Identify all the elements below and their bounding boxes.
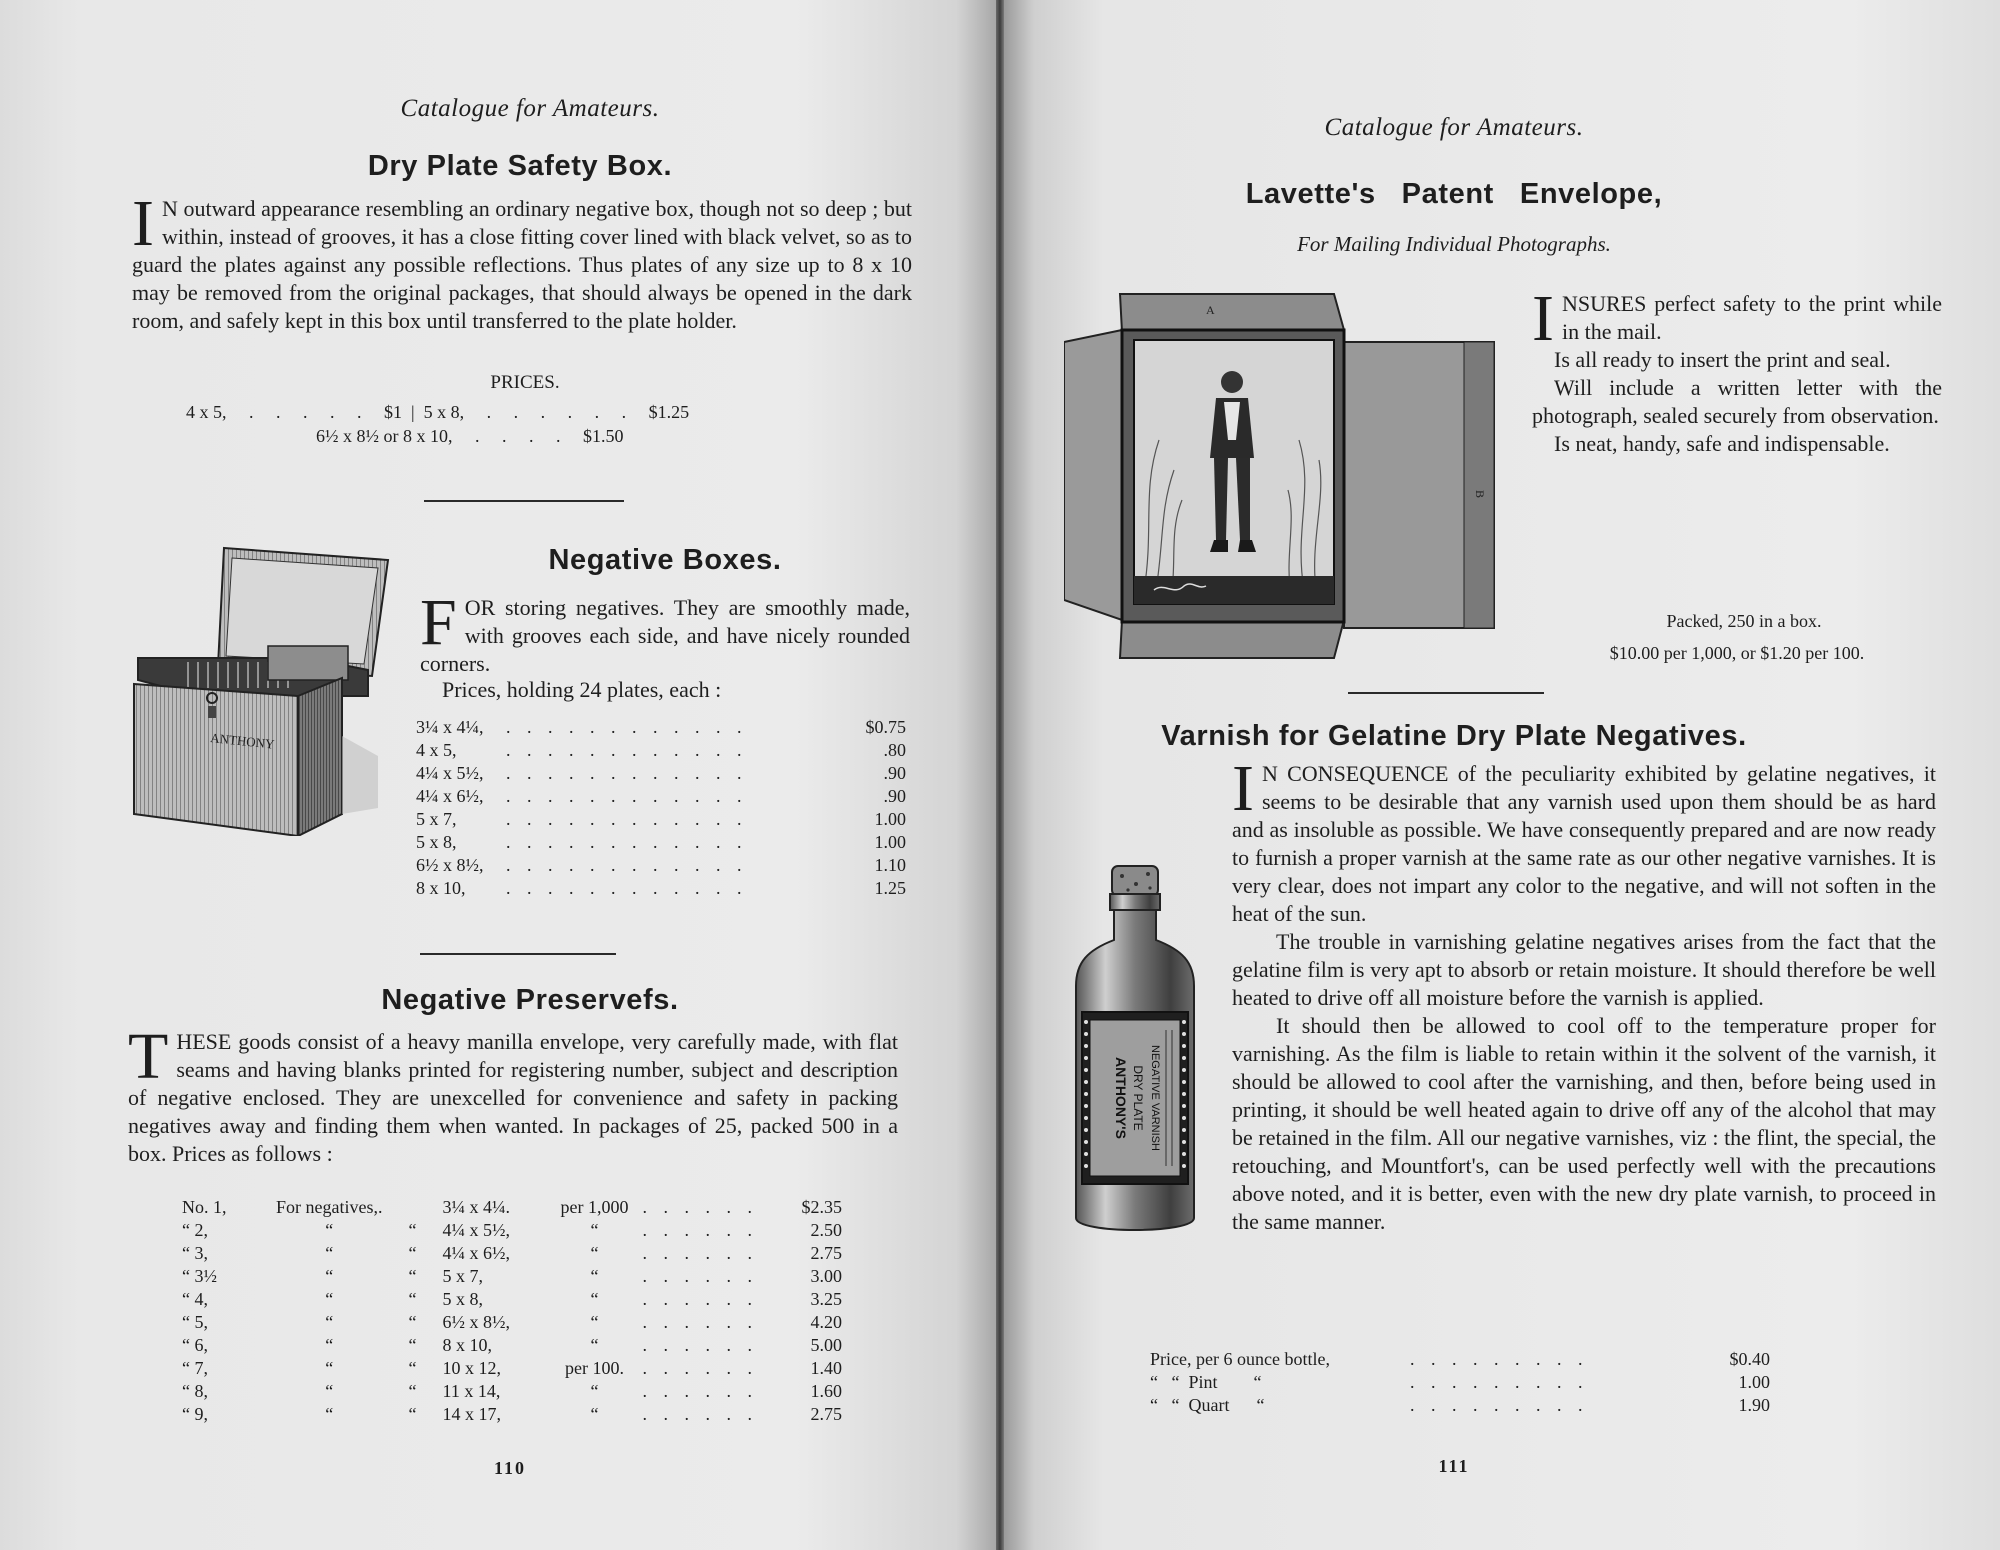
per-cell: “ [590,1381,599,1401]
price-row [1150,1394,1770,1417]
packed-note: Packed, 250 in a box. [1666,611,1822,631]
size-cell: 3¼ x 4¼. [442,1197,510,1217]
dot-leader: . . . . . . . . . . . . [506,855,748,875]
drop-cap: I [132,187,154,260]
price-cell: 1.25 [874,878,906,898]
dot-leader: . . . . . . [642,1335,758,1355]
varnish-price-table [1150,1348,1770,1417]
price-row [416,831,906,854]
per-cell: “ [590,1289,599,1309]
paragraph: NSURES perfect safety to the print while in the mail. [1561,291,1942,344]
number-cell: “ 7, [182,1358,208,1378]
price-row [182,1311,842,1334]
left-page [0,0,996,1550]
ditto-cell: “ [325,1289,334,1309]
dot-leader: . . . . . . [642,1220,758,1240]
dot-leader: . . . . . . . . . [1410,1372,1589,1392]
number-cell: “ 3, [182,1243,208,1263]
ditto-cell: “ [325,1266,334,1286]
size-cell: 4¼ x 6½, [442,1243,510,1263]
paragraph: N outward appearance resembling an ordinary negative box, though not so deep ; but within, instead of grooves, it has a close fitting cover lined with black velvet, so as to guard the plates against any possible reflections. Thus plates of any size up to 8 x 10 may be removed from the original packages, that should always be opened in the dark room, and safely kept in this box until transferred to the plate holder. [132,196,912,333]
size-cell: 5 x 7, [416,809,457,829]
envelope-heading: Lavette's Patent Envelope, [1245,178,1663,210]
price-row [416,762,906,785]
ditto-cell: “ [408,1266,417,1286]
section-divider [1348,692,1544,694]
prices-intro: Prices, holding 24 plates, each : [442,677,722,702]
dot-leader: . . . . . . . . . . . . [506,878,748,898]
per-cell: “ [590,1266,599,1286]
ditto-cell: For negatives,. [276,1197,383,1217]
dot-leader: . . . . . . [642,1358,758,1378]
ditto-cell: “ [408,1220,417,1240]
varnish-heading: Varnish for Gelatine Dry Plate Negatives. [1161,720,1747,752]
price-cell: 4.20 [810,1312,842,1332]
label-cell: “ “ Quart “ [1150,1395,1265,1415]
ditto-cell [382,1196,442,1219]
drop-cap: I [1532,282,1554,355]
price-line: 4 x 5, . . . . . $1 | 5 x 8, . . . . . . $1.25 [186,402,690,422]
price-row [416,877,906,900]
per-cell: “ [590,1243,599,1263]
price-row [182,1403,842,1426]
ditto-cell: “ [408,1312,417,1332]
negative-box-illustration [128,546,396,836]
label-cell: “ “ Pint “ [1150,1372,1262,1392]
size-cell: 4 x 5, [416,740,457,760]
paragraph: Is all ready to insert the print and seal. [1554,347,1891,372]
ditto-cell: “ [408,1335,417,1355]
dot-leader: . . . . . . . . . . . . [506,832,748,852]
price-row [182,1380,842,1403]
dot-leader: . . . . . . . . . . . . [506,763,748,783]
book-gutter [996,0,1004,1550]
price-cell: .80 [883,740,906,760]
per-cell: “ [590,1312,599,1332]
section-divider [420,953,616,955]
running-head: Catalogue for Amateurs. [400,95,660,122]
negative-boxes-heading: Negative Boxes. [548,544,782,576]
price-row [416,739,906,762]
dry-plate-description [132,187,912,335]
drop-cap: I [1232,752,1254,825]
envelope-description [1532,282,1942,458]
price-row [182,1196,842,1219]
dot-leader: . . . . . . . . . . . . [506,786,748,806]
dot-leader: . . . . . . . . . . . . [506,809,748,829]
price-cell: 5.00 [810,1335,842,1355]
envelope-subtitle: For Mailing Individual Photographs. [1297,232,1611,256]
number-cell: “ 2, [182,1220,208,1240]
ditto-cell: “ [408,1358,417,1378]
dot-leader: . . . . . . [642,1312,758,1332]
ditto-cell: “ [408,1243,417,1263]
per-cell: “ [590,1404,599,1424]
price-row [1150,1348,1770,1371]
price-cell: 2.75 [810,1404,842,1424]
price-row [182,1265,842,1288]
price-row [182,1219,842,1242]
price-cell: 1.00 [874,832,906,852]
paragraph: Will include a written letter with the photograph, sealed securely from observation. [1532,375,1942,428]
size-cell: 4¼ x 5½, [442,1220,510,1240]
price-cell: 1.90 [1738,1395,1770,1415]
dot-leader: . . . . . . [642,1266,758,1286]
ditto-cell: “ [325,1220,334,1240]
right-page [1004,0,2000,1550]
price-cell: $2.35 [801,1197,842,1217]
paragraph: Is neat, handy, safe and indispensable. [1554,431,1890,456]
box-label: ANTHONY [209,730,276,752]
bottle-label: DRY PLATE [1131,1065,1145,1131]
price-cell: 2.50 [810,1220,842,1240]
per-cell: “ [590,1220,599,1240]
preservers-heading: Negative Preservefs. [381,984,679,1016]
dry-plate-heading: Dry Plate Safety Box. [367,150,673,182]
price-cell: 3.25 [810,1289,842,1309]
label-cell: Price, per 6 ounce bottle, [1150,1349,1330,1369]
per-cell: “ [590,1335,599,1355]
size-cell: 8 x 10, [416,878,466,898]
bottle-label: NEGATIVE VARNISH [1149,1045,1161,1151]
ditto-cell: “ [408,1381,417,1401]
flap-label: B [1473,490,1487,499]
price-row [1150,1371,1770,1394]
dot-leader: . . . . . . . . . [1410,1349,1589,1369]
dot-leader: . . . . . . [642,1197,758,1217]
price-row [416,808,906,831]
bottle-label: ANTHONY'S [1113,1057,1129,1139]
ditto-cell: “ [408,1289,417,1309]
envelope-illustration [1064,290,1504,665]
price-row [182,1288,842,1311]
price-line: 6½ x 8½ or 8 x 10, . . . . $1.50 [316,426,624,446]
dot-leader: . . . . . . . . . . . . [506,717,748,737]
per-cell: per 1,000 [560,1197,629,1217]
price-cell: $0.75 [865,717,906,737]
price-cell: 1.40 [810,1358,842,1378]
size-cell: 6½ x 8½, [442,1312,510,1332]
ditto-cell: “ [325,1312,334,1332]
price-cell: 1.00 [874,809,906,829]
flap-label: A [1206,303,1215,317]
drop-cap: T [128,1020,169,1093]
number-cell: No. 1, [182,1197,227,1217]
section-divider [424,500,624,502]
ditto-cell: “ [325,1335,334,1355]
bottle-float-space [1068,860,1232,1342]
preservers-price-table [182,1196,842,1426]
size-cell: 11 x 14, [442,1381,501,1401]
dot-leader: . . . . . . . . . [1410,1395,1589,1415]
ditto-cell: “ [325,1381,334,1401]
ditto-cell: “ [325,1358,334,1378]
size-cell: 6½ x 8½, [416,855,484,875]
price-row [416,854,906,877]
dot-leader: . . . . . . [642,1404,758,1424]
price-cell: 3.00 [810,1266,842,1286]
number-cell: “ 8, [182,1381,208,1401]
price-row [182,1357,842,1380]
price-cell: 1.10 [874,855,906,875]
dot-leader: . . . . . . [642,1289,758,1309]
price-cell: 2.75 [810,1243,842,1263]
price-row [416,785,906,808]
negative-boxes-description [420,586,910,678]
size-cell: 14 x 17, [442,1404,501,1424]
ditto-cell: “ [325,1404,334,1424]
size-cell: 3¼ x 4¼, [416,717,484,737]
price-cell: 1.60 [810,1381,842,1401]
size-cell: 4¼ x 5½, [416,763,484,783]
number-cell: “ 4, [182,1289,208,1309]
price-cell: 1.00 [1738,1372,1770,1392]
preservers-description [128,1020,898,1168]
size-cell: 5 x 7, [442,1266,483,1286]
dot-leader: . . . . . . . . . . . . [506,740,748,760]
negative-boxes-price-table [416,716,906,900]
size-cell: 10 x 12, [442,1358,501,1378]
size-cell: 4¼ x 6½, [416,786,484,806]
drop-cap: F [420,586,457,659]
per-cell: per 100. [564,1358,624,1378]
size-cell: 5 x 8, [442,1289,483,1309]
number-cell: “ 5, [182,1312,208,1332]
dot-leader: . . . . . . [642,1381,758,1401]
varnish-description [1068,752,1936,1342]
number-cell: “ 9, [182,1404,208,1424]
price-row [182,1334,842,1357]
page-number: 111 [1438,1456,1470,1476]
dot-leader: . . . . . . [642,1243,758,1263]
price-row [182,1242,842,1265]
running-head: Catalogue for Amateurs. [1324,114,1584,141]
price-cell: .90 [883,786,906,806]
paragraph: It should then be allowed to cool off to the temperature proper for varnishing. As the film is liable to retain within it the solvent of the varnish, it should be allowed to cool after the varnishing, and then, before being used in printing, it should be well heated again to drive off any of the alcohol that may be retained in the film. All our negative varnishes, viz : the flint, the special, the retouching, and Mountfort's, can be used perfectly well with the precautions above noted, and it is better, even with the new dry plate varnish, to proceed in the same manner. [1232,1013,1936,1234]
paragraph: N CONSEQUENCE of the peculiarity exhibited by gelatine negatives, it seems to be desirable that any varnish used upon them should be as hard and as insoluble as possible. We have consequently prepared and are now ready to furnish a proper varnish at the same rate as our other negative varnishes. It is very clear, does not impart any color to the negative, and will not soften in the heat of the sun. [1232,761,1936,926]
ditto-cell: “ [408,1404,417,1424]
paragraph: OR storing negatives. They are smoothly made, with grooves each side, and have nicely rounded corners. [420,595,910,676]
ditto-cell: “ [325,1243,334,1263]
size-cell: 8 x 10, [442,1335,492,1355]
number-cell: “ 6, [182,1335,208,1355]
price-cell: .90 [883,763,906,783]
size-cell: 5 x 8, [416,832,457,852]
price-cell: $0.40 [1729,1349,1770,1369]
prices-label: PRICES. [490,372,560,393]
number-cell: “ 3½ [182,1266,217,1286]
envelope-price: $10.00 per 1,000, or $1.20 per 100. [1609,643,1865,663]
price-row [416,716,906,739]
paragraph: HESE goods consist of a heavy manilla envelope, very carefully made, with flat seams and having blanks printed for registering number, subject and description of negative enclosed. They are unexcelled for convenience and safety in packing negatives away and finding them when wanted. In packages of 25, packed 500 in a box. Prices as follows : [128,1029,898,1166]
paragraph: The trouble in varnishing gelatine negatives arises from the fact that the gelatine film is very apt to absorb or retain moisture. It should therefore be well heated to drive off all moisture before the varnish is applied. [1232,929,1936,1010]
page-number: 110 [493,1458,526,1478]
